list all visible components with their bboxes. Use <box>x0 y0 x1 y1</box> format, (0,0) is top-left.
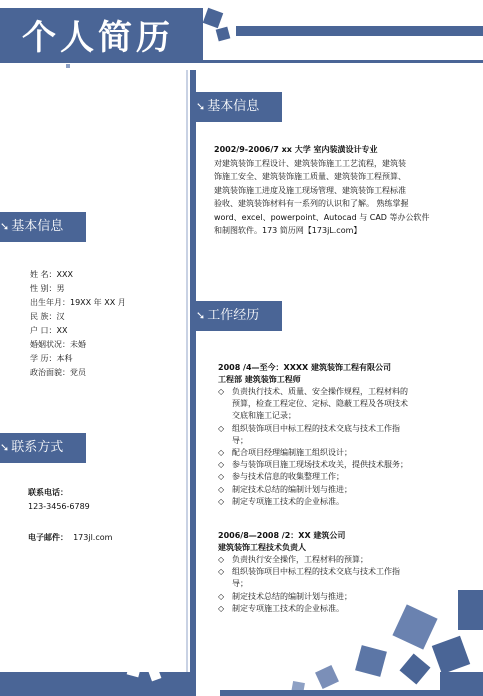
work-bullet-cont: 交底和施工记录； <box>232 411 296 421</box>
work-bullet: ◇ 参与装饰项目施工现场技术攻关，提供技术服务； <box>218 459 478 471</box>
work-bullet: ◇ 制定技术总结的编制计划与推进； <box>218 591 478 603</box>
decor-square <box>315 665 339 689</box>
header-rule <box>0 60 483 63</box>
basic-info-list <box>30 268 180 380</box>
diamond-icon: ◇ <box>218 387 225 396</box>
bottom-bar <box>0 672 190 696</box>
work-bullet: ◇ 制定专项施工技术的企业标准。 <box>218 496 478 508</box>
phone-label: 联系电话： <box>28 488 68 497</box>
column-bar <box>190 70 196 696</box>
work-bullet: ◇ 配合项目经理编制施工组织设计； <box>218 447 478 459</box>
top-decor-bar <box>236 26 483 36</box>
column-rule <box>186 70 188 696</box>
work-bullet: ◇ 负责执行安全操作，工程材料的预算； <box>218 554 478 566</box>
decor-square <box>432 636 470 674</box>
arrow-icon: ➘ <box>196 100 206 113</box>
info-row: 性 别：男 <box>30 284 65 293</box>
work-bullet: ◇ 负责执行技术、质量、安全操作规程，工程材料的 <box>218 386 478 398</box>
work-bullet: ◇ 组织装饰项目中标工程的技术交底与技术工作指 <box>218 423 478 435</box>
decor-square <box>458 590 483 630</box>
contact-block <box>28 486 178 545</box>
diamond-icon: ◇ <box>218 591 225 601</box>
decor-square <box>400 654 431 685</box>
diamond-icon: ◇ <box>218 496 225 506</box>
section-tab-contact: ➘ 联系方式 <box>0 433 86 463</box>
diamond-icon: ◇ <box>218 460 225 470</box>
decor-square <box>355 645 387 677</box>
work-bullet: ◇ 参与技术信息的收集整理工作； <box>218 471 478 483</box>
email-label: 电子邮件： <box>28 533 68 542</box>
work-role: 建筑装饰工程技术负责人 <box>218 543 306 552</box>
work-period: 2006/8—2008 /2：XX 建筑公司 <box>218 531 346 540</box>
info-row: 婚姻状况：未婚 <box>30 340 86 349</box>
diamond-icon: ◇ <box>218 484 225 494</box>
diamond-icon: ◇ <box>218 423 225 433</box>
info-row: 姓 名：XXX <box>30 270 73 279</box>
decor-square <box>220 690 483 696</box>
decor-dot <box>66 64 70 68</box>
info-row: 民 族：汉 <box>30 312 65 321</box>
work-bullet: ◇ 制定专项施工技术的企业标准。 <box>218 603 478 615</box>
education-line: 对建筑装饰工程设计、建筑装饰施工工艺流程，建筑装 <box>214 158 406 168</box>
page-title: 个人简历 <box>22 18 174 58</box>
education-line: 和制图软件。173 简历网【173jL.com】 <box>214 226 362 235</box>
info-row: 出生年月：19XX 年 XX 月 <box>30 298 126 307</box>
education-heading: 2002/9-2006/7 xx 大学 室内装潢设计专业 <box>214 145 378 154</box>
work-entry-2 <box>218 530 478 615</box>
work-role: 工程部 建筑装饰工程师 <box>218 375 301 384</box>
decor-square <box>216 27 231 42</box>
info-row: 政治面貌：党员 <box>30 368 86 377</box>
education-line: 饰施工安全、建筑装饰施工质量、建筑装饰工程预算、 <box>214 172 406 181</box>
info-row: 户 口：XX <box>30 326 68 335</box>
work-bullet-cont: 导； <box>232 435 248 445</box>
education-line: 建筑装饰施工进度及施工现场管理、建筑装饰工程标准 <box>214 185 406 195</box>
education-line: 验收、建筑装饰材料有一系列的认识和了解。 熟练掌握 <box>214 199 409 208</box>
section-tab-education: ➘ 基本信息 <box>196 92 282 122</box>
diamond-icon: ◇ <box>218 555 225 564</box>
work-entry-1 <box>218 362 478 508</box>
work-bullet: ◇ 制定技术总结的编制计划与推进； <box>218 484 478 496</box>
decor-square <box>203 8 224 29</box>
diamond-icon: ◇ <box>218 567 225 577</box>
email-value: 173jl.com <box>73 533 113 542</box>
work-bullet-cont: 预算，检查工程定位、定标、隐蔽工程及各项技术 <box>232 399 408 409</box>
education-line: word、excel、powerpoint、Autocad 与 CAD 等办公软件 <box>214 212 430 222</box>
work-period: 2008 /4—至今：XXXX 建筑装饰工程有限公司 <box>218 363 391 372</box>
diamond-icon: ◇ <box>218 603 225 613</box>
info-row: 学 历：本科 <box>30 354 73 363</box>
work-bullet-cont: 导； <box>232 579 248 589</box>
education-block <box>214 143 474 238</box>
diamond-icon: ◇ <box>218 448 225 458</box>
arrow-icon: ➘ <box>0 220 10 233</box>
phone-value: 123-3456-6789 <box>28 501 90 511</box>
arrow-icon: ➘ <box>196 309 206 322</box>
section-tab-work: ➘ 工作经历 <box>196 301 282 331</box>
section-tab-basic-info: ➘ 基本信息 <box>0 212 86 242</box>
work-bullet: ◇ 组织装饰项目中标工程的技术交底与技术工作指 <box>218 566 478 578</box>
arrow-icon: ➘ <box>0 441 10 454</box>
diamond-icon: ◇ <box>218 472 225 482</box>
